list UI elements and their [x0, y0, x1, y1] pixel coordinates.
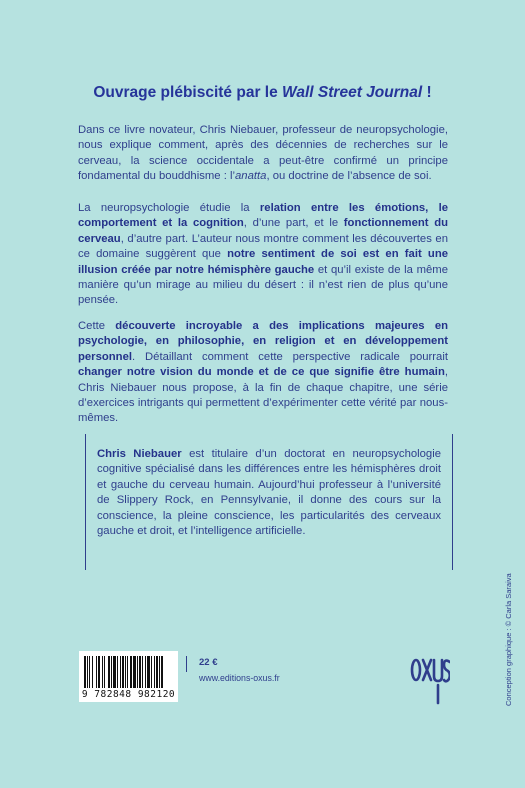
- barcode-bar: [137, 656, 138, 688]
- paragraph-segment: anatta: [235, 170, 267, 183]
- paragraph-neuropsychology: [78, 201, 448, 309]
- paragraph-intro: [78, 123, 448, 185]
- barcode-bar: [156, 656, 158, 688]
- barcode-bar: [89, 656, 90, 688]
- paragraph-segment: fonctionnement du cerveau: [78, 217, 448, 245]
- barcode-bar: [104, 656, 105, 688]
- publisher-logo: [410, 655, 450, 720]
- barcode-bar: [98, 656, 100, 688]
- barcode-bar: [151, 656, 152, 688]
- paragraph-segment: notre sentiment de soi est en fait une illusion créée par notre hémisphère gauche: [78, 248, 448, 276]
- bio-right-rule: [452, 434, 453, 570]
- barcode-bar: [130, 656, 132, 688]
- barcode-bars: [84, 656, 173, 688]
- barcode-bar: [161, 656, 163, 688]
- paragraph-segment: et qu’il existe de la même manière qu’un mirage au milieu du désert : il n’est rien de plus qu’une pensée.: [78, 263, 448, 307]
- barcode-bar: [117, 656, 118, 688]
- barcode-bar: [87, 656, 88, 688]
- paragraph-segment: , Chris Niebauer nous propose, à la fin de chaque chapitre, une série d’exercices intrigants qui permettent d’expérimenter cette vérité par nous-mêmes.: [78, 366, 448, 425]
- barcode-bar: [154, 656, 155, 688]
- barcode-bar: [108, 656, 110, 688]
- barcode-bar: [92, 656, 93, 688]
- barcode-bar: [96, 656, 97, 688]
- isbn-barcode: [79, 651, 178, 702]
- paragraph-segment: changer notre vision du monde et de ce que signifie être humain: [78, 366, 445, 379]
- paragraph-segment: , d’autre part. L’auteur nous montre comment les découvertes en ce domaine suggèrent que: [78, 232, 448, 261]
- author-bio-text: est titulaire d’un doctorat en neuropsychologie cognitive spécialisé dans les différences entre les hémisphères droit et gauche du cerveau humain. Aujourd’hui professeur à l’université de Slippery Rock, en Pennsylvanie, il donne des cours sur la conscience, la pleine conscience, les particularités des cerveaux gauche et droit, et l’intelligence artificielle.: [97, 448, 442, 538]
- author-name: Chris Niebauer: [97, 448, 182, 460]
- paragraph-discovery: [78, 319, 448, 427]
- barcode-bar: [133, 656, 136, 688]
- headline-text-before: Ouvrage plébiscité par le: [93, 84, 283, 101]
- author-bio: [97, 447, 441, 539]
- barcode-bar: [127, 656, 128, 688]
- barcode-digits: 9 782848 982120: [81, 689, 176, 700]
- barcode-bar: [84, 656, 86, 688]
- website-link: www.editions-oxus.fr: [199, 673, 280, 683]
- paragraph-segment: découverte incroyable a des implications majeures en psychologie, en philosophie, en religion et en développement personnel: [78, 320, 449, 363]
- barcode-bar: [142, 656, 143, 688]
- back-cover-headline: [0, 84, 525, 102]
- barcode-bar: [113, 656, 116, 688]
- headline-text-after: !: [422, 84, 432, 101]
- barcode-bar: [147, 656, 150, 688]
- paragraph-segment: , ou doctrine de l’absence de soi.: [266, 170, 432, 183]
- paragraph-segment: relation entre les émotions, le comportement et la cognition: [78, 202, 448, 230]
- barcode-bar: [145, 656, 146, 688]
- price-separator: [186, 656, 187, 672]
- paragraph-segment: Dans ce livre novateur, Chris Niebauer, professeur de neuropsychologie, nous explique comment, après des décennies de recherches sur le cerveau, la science occidentale a peut-être confirmé un principe fondamental du bouddhisme : l’: [78, 124, 448, 183]
- paragraph-segment: , d’une part, et le: [243, 217, 344, 230]
- barcode-bar: [120, 656, 121, 688]
- price: 22 €: [199, 657, 218, 668]
- barcode-bar: [122, 656, 124, 688]
- barcode-bar: [139, 656, 141, 688]
- paragraph-segment: . Détaillant comment cette perspective radicale pourrait: [132, 350, 448, 363]
- bio-left-rule: [85, 434, 86, 570]
- barcode-bar: [111, 656, 112, 688]
- paragraph-segment: La neuropsychologie étudie la: [78, 202, 260, 214]
- headline-newspaper-name: Wall Street Journal: [282, 84, 423, 101]
- barcode-bar: [125, 656, 126, 688]
- barcode-bar: [159, 656, 160, 688]
- paragraph-segment: Cette: [78, 320, 116, 332]
- barcode-bar: [102, 656, 103, 688]
- oxus-logo-icon: [410, 655, 450, 715]
- design-credit: Conception graphique : © Carla Saraiva: [504, 573, 513, 706]
